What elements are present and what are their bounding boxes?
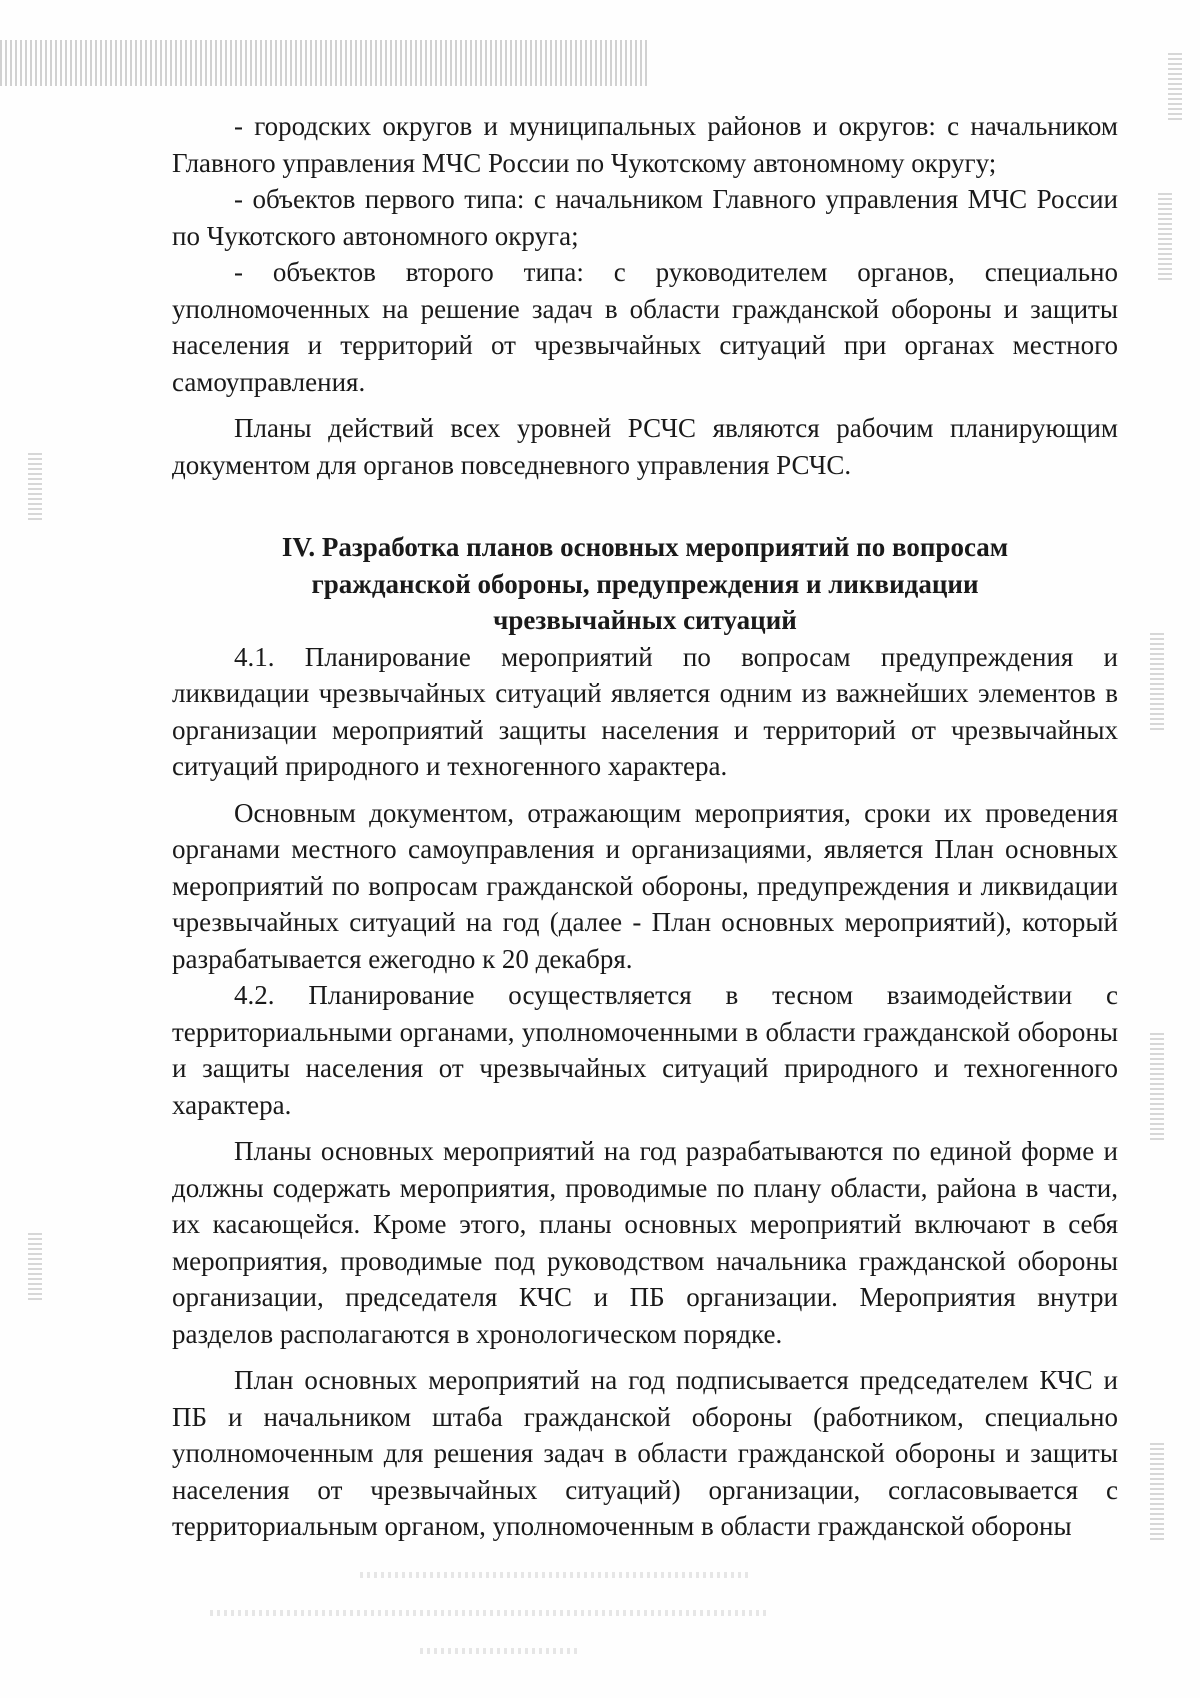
scan-noise-right-mid2 bbox=[1150, 630, 1164, 730]
paragraph-main-document: Основным документом, отражающим мероприятия, сроки их проведения органами местного самоуправления и организациями, является План основных мероприятий по вопросам гражданской обороны, предупреждения и ликвидации чрезвычайных ситуаций на год (далее - План основных мероприятий), который разрабатывается ежегодно к 20 декабря. bbox=[172, 797, 1118, 974]
heading-line-2: гражданской обороны, предупреждения и ликвидации bbox=[311, 568, 979, 599]
document-body bbox=[172, 108, 1118, 1545]
paragraph-action-plans: Планы действий всех уровней РСЧС являются рабочим планирующим документом для органов повседневного управления РСЧС. bbox=[172, 413, 1118, 480]
paragraph-municipal: - городских округов и муниципальных районов и округов: с начальником Главного управления МЧС России по Чукотскому автономному округу; bbox=[172, 111, 1118, 178]
bleed-through-3 bbox=[420, 1648, 580, 1654]
scan-noise-right-top bbox=[1168, 50, 1182, 120]
scan-noise-right-mid3 bbox=[1150, 1030, 1164, 1140]
scan-noise-left-low bbox=[28, 1230, 42, 1300]
paragraph-4-2: 4.2. Планирование осуществляется в тесном взаимодействии с территориальными органами, уполномоченными в области гражданской обороны и защиты населения от чрезвычайных ситуаций природного и техногенного характера. bbox=[172, 980, 1118, 1120]
paragraph-4-1: 4.1. Планирование мероприятий по вопросам предупреждения и ликвидации чрезвычайных ситуаций является одним из важнейших элементов в организации мероприятий защиты населения и территорий от чрезвычайных ситуаций природного и техногенного характера. bbox=[172, 641, 1118, 781]
bleed-through-2 bbox=[210, 1610, 770, 1616]
paragraph-objects-type2: - объектов второго типа: с руководителем органов, специально уполномоченных на решение задач в области гражданской обороны и защиты населения и территорий от чрезвычайных ситуаций при органах местного самоуправления. bbox=[172, 257, 1118, 397]
heading-line-1: IV. Разработка планов основных мероприятий по вопросам bbox=[281, 532, 1009, 562]
scan-noise-top-left bbox=[0, 40, 650, 86]
heading-line-3: чрезвычайных ситуаций bbox=[493, 605, 797, 635]
bleed-through-1 bbox=[360, 1572, 750, 1578]
paragraph-plan-form: Планы основных мероприятий на год разрабатываются по единой форме и должны содержать мероприятия, проводимые по плану области, района в части, их касающейся. Кроме этого, планы основных мероприятий включают в себя мероприятия, проводимые под руководством начальника гражданской обороны организации, председателя КЧС и ПБ организации. Мероприятия внутри разделов располагаются в хронологическом порядке. bbox=[172, 1136, 1118, 1349]
scan-noise-left-mid bbox=[28, 450, 42, 520]
paragraph-plan-signing: План основных мероприятий на год подписывается председателем КЧС и ПБ и начальником штаба гражданской обороны (работником, специально уполномоченным для решения задач в области гражданской обороны и защиты населения от чрезвычайных ситуаций) организации, согласовывается с территориальным органом, уполномоченным в области гражданской обороны bbox=[172, 1365, 1118, 1541]
scan-noise-right-mid1 bbox=[1158, 190, 1172, 280]
scan-noise-right-low bbox=[1150, 1440, 1164, 1540]
section-heading bbox=[172, 529, 1118, 639]
paragraph-objects-type1: - объектов первого типа: с начальником Главного управления МЧС России по Чукотского автономного округа; bbox=[172, 184, 1118, 251]
